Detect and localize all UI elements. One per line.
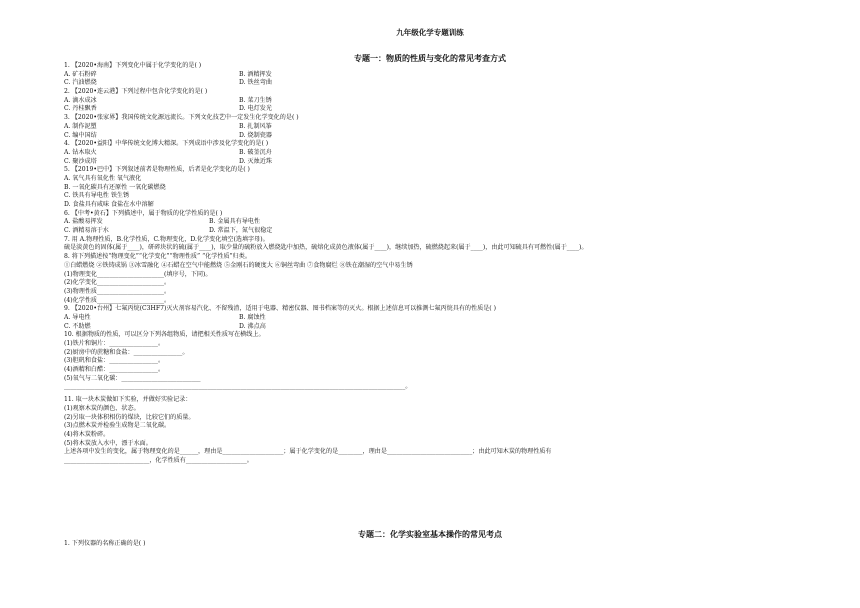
q6-option-a: A. 盐酸易挥发 (64, 218, 103, 226)
q3-option-c: C. 编中国结 (64, 131, 97, 139)
q3-option-b: B. 扎制风筝 (239, 122, 272, 130)
q8-items: ①白蜡燃烧 ②铁铸成锅 ③冰雪融化 ④石蜡在空气中能燃烧 ⑤金刚石的硬度大 ⑥铜丝弯曲 ⑦食物腐烂 ⑧铁在潮湿的空气中易生锈 (64, 261, 413, 269)
q11-step-3: (3)点燃木炭并检验生成物是二氧化碳。 (64, 422, 171, 430)
q7-instruction: 7. 用 A.物理性质，B.化学性质，C.物理变化，D.化学变化填空(选填字母)。 (64, 235, 269, 243)
q5-option-a: A. 氧气具有氧化性 氧气液化 (64, 174, 142, 182)
q9-option-d: D. 沸点高 (239, 322, 266, 330)
q4-stem: 4. 【2020•益阳】中华传统文化博大精深。下列成语中涉及化学变化的是( ) (64, 140, 269, 148)
q2-option-b: B. 菜刀生锈 (239, 96, 272, 104)
q1-option-a: A. 矿石粉碎 (64, 70, 97, 78)
q10-blank-3: (3)胆矾和食盐：________________。 (64, 357, 165, 365)
section-title-1: 专题一：物质的性质与变化的常见考查方式 (354, 54, 506, 63)
q10-blank-4: (4)酒精和白醋：________________。 (64, 366, 165, 374)
q9-option-c: C. 不助燃 (64, 322, 91, 330)
q11-instruction: 11. 取一块木炭做如下实验，并做好实验记录： (64, 396, 192, 404)
q8-blank-2: (2)化学变化______________________。 (64, 279, 171, 287)
q8-instruction: 8. 将下列描述按“物理变化”“化学变化”“物理性质” “化学性质”归类。 (64, 253, 251, 261)
q10-blank-2: (2)厨房中的蔗糖和食盐：________________。 (64, 348, 189, 356)
s2-q1-stem: 1. 下列仪器的名称正确的是( ) (64, 540, 146, 547)
q8-blank-1: (1)物理变化______________________(填序号，下同)。 (64, 270, 212, 278)
q1-option-b: B. 酒精挥发 (239, 70, 272, 78)
q3-stem: 3. 【2020•张家界】我国传统文化源远流长。下列文化技艺中一定发生化学变化的是( ) (64, 114, 299, 122)
q1-option-d: D. 铁丝弯曲 (239, 79, 272, 87)
q6-option-c: C. 酒精易溶于水 (64, 227, 109, 235)
q11-step-2: (2)另取一块体积相仿的煤块，比较它们的质量。 (64, 413, 195, 421)
q5-option-c: C. 铁具有导电性 铁生锈 (64, 192, 130, 200)
section-title-2: 专题二：化学实验室基本操作的常见考点 (358, 530, 502, 539)
q10-blank-1: (1)铁片和铜片：________________。 (64, 340, 165, 347)
q10-blank-5-continued: ________________________________________________________________________________________________________________。 (64, 383, 412, 391)
q10-instruction: 10. 根据物质的性质，可以区分下列各组物质，请把相关性质写在横线上。 (64, 331, 265, 339)
q4-option-a: A. 钻木取火 (64, 148, 97, 156)
q9-option-a: A. 导电性 (64, 313, 91, 321)
q6-option-b: B. 金属具有导电性 (209, 218, 261, 226)
q9-option-b: B. 腐蚀性 (239, 313, 266, 321)
q7-passage: 硫是淡黄色的固体(属于____)，研碎块状的硫(属于____)，取少量的硫粉放入燃烧匙中加热，硫熔化成黄色液体(属于____)，继续加热，硫燃烧起来(属于____)，由此可知硫具有可燃性(属于____)。 (64, 244, 588, 252)
q2-option-a: A. 滴水成冰 (64, 96, 97, 104)
q11-step-4: (4)将木炭粉碎。 (64, 430, 110, 438)
q4-option-c: C. 聚沙成塔 (64, 157, 97, 165)
q2-stem: 2. 【2020•连云港】下列过程中包含化学变化的是( ) (64, 88, 208, 96)
q8-blank-3: (3)物理性质______________________。 (64, 287, 171, 295)
q2-option-c: C. 丹桂飘香 (64, 105, 97, 113)
q9-stem: 9. 【2020•台州】七氟丙烷(C3HF7)灭火剂容易汽化、不留残渣，适用于电器、精密仪器、图书档案等的灭火。根据上述信息可以推测七氟丙烷具有的性质是( ) (64, 305, 496, 313)
q4-option-d: D. 灭烛近珠 (239, 157, 272, 165)
q11-step-1: (1)观察木炭的颜色、状态。 (64, 404, 140, 412)
q2-option-d: D. 电灯发光 (239, 105, 272, 113)
q8-blank-4: (4)化学性质______________________。 (64, 296, 171, 304)
q11-step-5: (5)将木炭放入水中，漂于水面。 (64, 439, 152, 447)
q1-option-c: C. 汽油燃烧 (64, 79, 97, 87)
q1-stem: 1. 【2020•海南】下列变化中属于化学变化的是( ) (64, 62, 202, 69)
q10-blank-5: (5)氧气与二氧化碳：__________________________ (64, 374, 201, 382)
q11-question-continued: ____________________________，化学性质有____________________。 (64, 456, 253, 464)
q5-option-b: B. 一氧化碳具有还原性 一氧化碳燃烧 (64, 183, 166, 191)
q11-question: 上述各项中发生的变化，属于物理变化的是______，理由是____________________；属于化学变化的是________，理由是____________________________；由此可知木炭的物理性质有 (64, 448, 552, 456)
q3-option-a: A. 制作泥塑 (64, 122, 97, 130)
q6-option-d: D. 常温下，氮气很稳定 (209, 227, 273, 235)
q5-option-d: D. 食盐具有咸味 食盐在水中溶解 (64, 201, 154, 208)
q4-option-b: B. 破釜沉舟 (239, 148, 272, 156)
question-list (64, 62, 854, 466)
q6-stem: 6. 【中考•黄石】下列描述中，属于物质的化学性质的是( ) (64, 209, 223, 217)
q3-option-d: D. 烧制瓷器 (239, 131, 272, 139)
page-title: 九年级化学专题训练 (396, 28, 464, 37)
q5-stem: 5. 【2019•巴中】下列叙述前者是物理性质，后者是化学变化的是( ) (64, 166, 250, 174)
